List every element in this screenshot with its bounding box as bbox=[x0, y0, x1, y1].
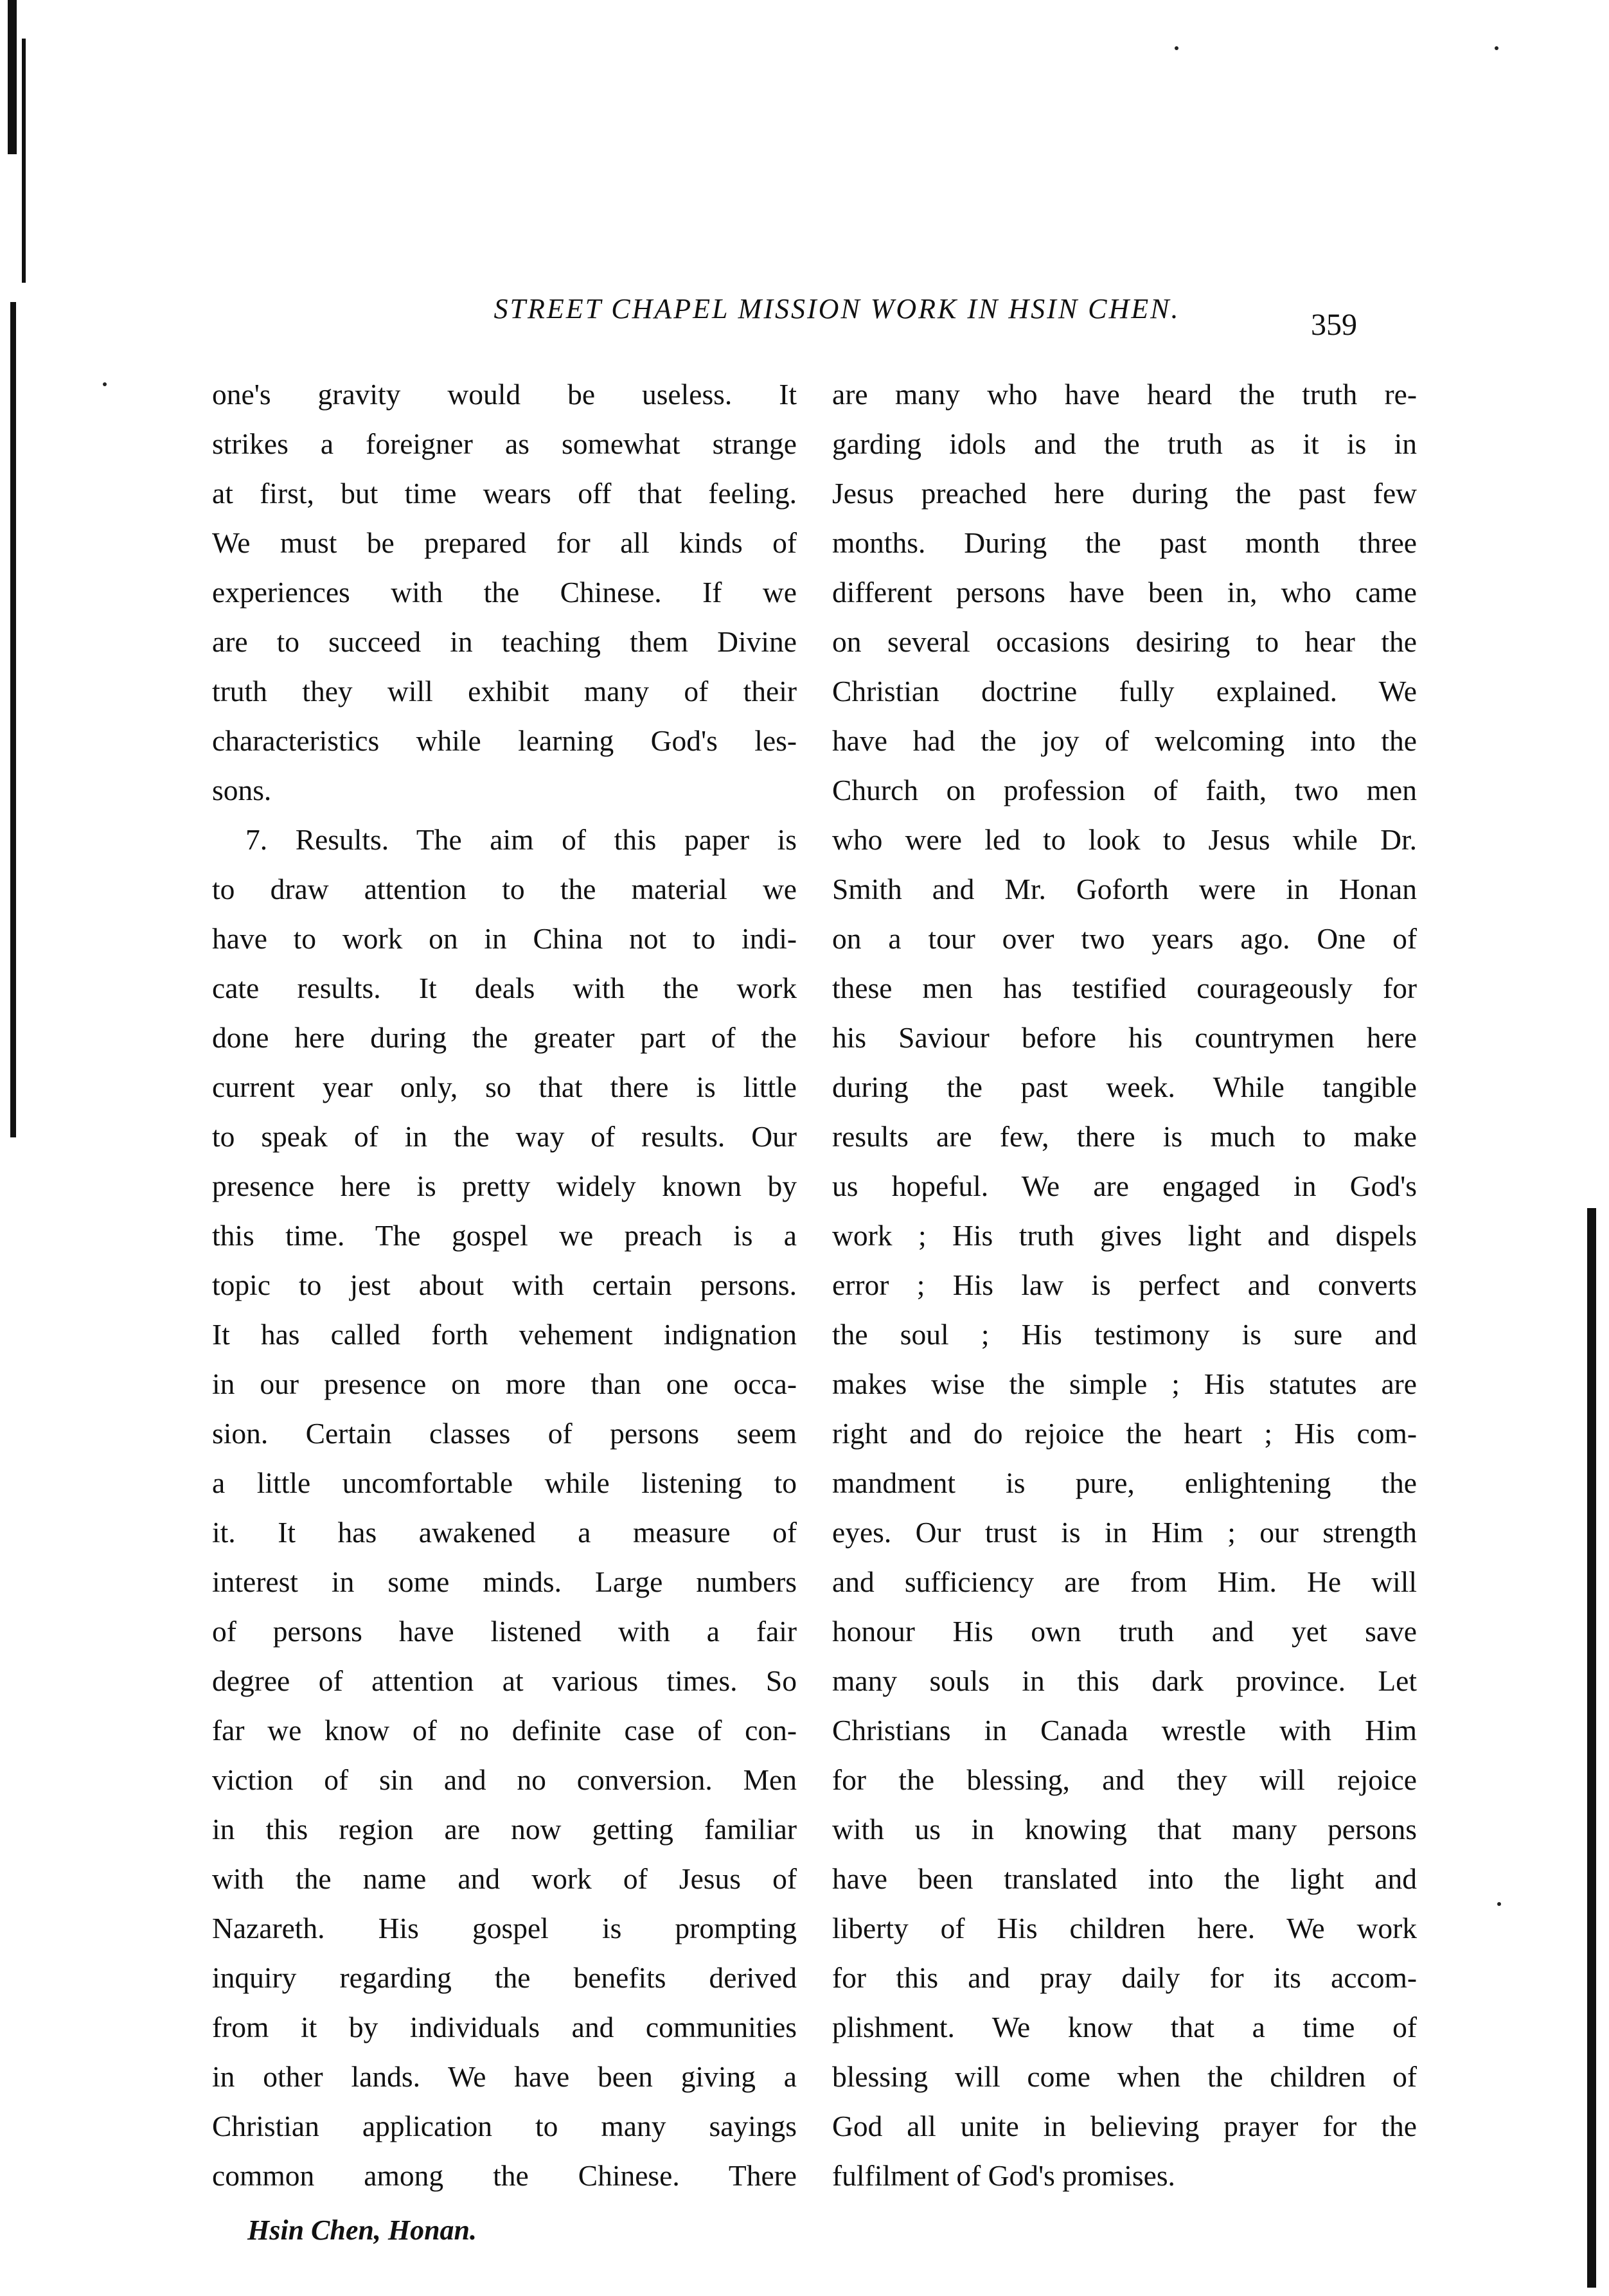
text-line: degree of attention at various times. So bbox=[212, 1664, 797, 1697]
text-line: Christian doctrine fully explained. We bbox=[832, 675, 1417, 707]
text-line: It has called forth vehement indignation bbox=[212, 1318, 797, 1351]
text-line: error ; His law is perfect and converts bbox=[832, 1268, 1417, 1301]
text-line: interest in some minds. Large numbers bbox=[212, 1565, 797, 1598]
text-line: common among the Chinese. There bbox=[212, 2159, 797, 2192]
text-line: one's gravity would be useless. It bbox=[212, 378, 797, 411]
text-line: done here during the greater part of the bbox=[212, 1021, 797, 1054]
text-line: Christian application to many sayings bbox=[212, 2110, 797, 2142]
left-column bbox=[212, 369, 797, 2200]
text-line: far we know of no definite case of con- bbox=[212, 1714, 797, 1747]
scan-speck-left bbox=[103, 382, 107, 386]
text-line: have had the joy of welcoming into the bbox=[832, 724, 1417, 757]
text-line: in other lands. We have been giving a bbox=[212, 2060, 797, 2093]
text-line: with us in knowing that many persons bbox=[832, 1813, 1417, 1846]
text-line: makes wise the simple ; His statutes are bbox=[832, 1367, 1417, 1400]
text-line: truth they will exhibit many of their bbox=[212, 675, 797, 707]
scan-edge-mark-left-long bbox=[10, 302, 16, 1137]
scan-edge-mark-left-mid bbox=[22, 39, 26, 283]
text-line: sion. Certain classes of persons seem bbox=[212, 1417, 797, 1450]
text-line: current year only, so that there is little bbox=[212, 1071, 797, 1103]
text-line: topic to jest about with certain persons. bbox=[212, 1268, 797, 1301]
text-line: at first, but time wears off that feeling. bbox=[212, 477, 797, 510]
text-line: for the blessing, and they will rejoice bbox=[832, 1763, 1417, 1796]
text-line: his Saviour before his countrymen here bbox=[832, 1021, 1417, 1054]
text-line: mandment is pure, enlightening the bbox=[832, 1466, 1417, 1499]
scan-speck-top-right bbox=[1495, 46, 1498, 50]
running-head: STREET CHAPEL MISSION WORK IN HSIN CHEN. bbox=[493, 293, 1180, 325]
text-line: inquiry regarding the benefits derived bbox=[212, 1961, 797, 1994]
text-line: these men has testified courageously for bbox=[832, 972, 1417, 1004]
scan-edge-mark-left-top bbox=[8, 0, 17, 154]
text-line: viction of sin and no conversion. Men bbox=[212, 1763, 797, 1796]
text-line: presence here is pretty widely known by bbox=[212, 1170, 797, 1202]
text-line: the soul ; His testimony is sure and bbox=[832, 1318, 1417, 1351]
scan-speck-top bbox=[1175, 46, 1178, 50]
text-line: Church on profession of faith, two men bbox=[832, 774, 1417, 806]
page-number: 359 bbox=[1311, 308, 1357, 342]
text-line: to speak of in the way of results. Our bbox=[212, 1120, 797, 1153]
text-line: garding idols and the truth as it is in bbox=[832, 427, 1417, 460]
text-line: strikes a foreigner as somewhat strange bbox=[212, 427, 797, 460]
text-line: are to succeed in teaching them Divine bbox=[212, 625, 797, 658]
text-line: honour His own truth and yet save bbox=[832, 1615, 1417, 1648]
text-line: for this and pray daily for its accom- bbox=[832, 1961, 1417, 1994]
text-line: Smith and Mr. Goforth were in Honan bbox=[832, 873, 1417, 905]
right-column bbox=[832, 369, 1417, 2200]
text-line: sons. bbox=[212, 774, 272, 806]
text-line: Christians in Canada wrestle with Him bbox=[832, 1714, 1417, 1747]
text-line: plishment. We know that a time of bbox=[832, 2011, 1417, 2043]
text-line: work ; His truth gives light and dispels bbox=[832, 1219, 1417, 1252]
text-line: who were led to look to Jesus while Dr. bbox=[832, 823, 1417, 856]
text-line: it. It has awakened a measure of bbox=[212, 1516, 797, 1549]
text-line: We must be prepared for all kinds of bbox=[212, 526, 797, 559]
text-line: have to work on in China not to indi- bbox=[212, 922, 797, 955]
text-line: liberty of His children here. We work bbox=[832, 1912, 1417, 1944]
text-line: during the past week. While tangible bbox=[832, 1071, 1417, 1103]
text-line: Jesus preached here during the past few bbox=[832, 477, 1417, 510]
text-line: months. During the past month three bbox=[832, 526, 1417, 559]
text-line: 7. Results. The aim of this paper is bbox=[245, 823, 797, 856]
text-line: Nazareth. His gospel is prompting bbox=[212, 1912, 797, 1944]
text-line: experiences with the Chinese. If we bbox=[212, 576, 797, 609]
text-line: in our presence on more than one occa- bbox=[212, 1367, 797, 1400]
text-line: right and do rejoice the heart ; His com- bbox=[832, 1417, 1417, 1450]
text-line: this time. The gospel we preach is a bbox=[212, 1219, 797, 1252]
text-line: eyes. Our trust is in Him ; our strength bbox=[832, 1516, 1417, 1549]
text-line: many souls in this dark province. Let bbox=[832, 1664, 1417, 1697]
text-line: in this region are now getting familiar bbox=[212, 1813, 797, 1846]
text-line: fulfilment of God's promises. bbox=[832, 2159, 1175, 2192]
text-line: on a tour over two years ago. One of bbox=[832, 922, 1417, 955]
text-line: us hopeful. We are engaged in God's bbox=[832, 1170, 1417, 1202]
text-line: from it by individuals and communities bbox=[212, 2011, 797, 2043]
text-line: and sufficiency are from Him. He will bbox=[832, 1565, 1417, 1598]
text-line: on several occasions desiring to hear the bbox=[832, 625, 1417, 658]
text-line: God all unite in believing prayer for the bbox=[832, 2110, 1417, 2142]
text-line: characteristics while learning God's les- bbox=[212, 724, 797, 757]
text-line: a little uncomfortable while listening to bbox=[212, 1466, 797, 1499]
text-line: to draw attention to the material we bbox=[212, 873, 797, 905]
text-line: have been translated into the light and bbox=[832, 1862, 1417, 1895]
signature: Hsin Chen, Honan. bbox=[247, 2214, 477, 2246]
scan-edge-mark-right bbox=[1587, 1208, 1596, 2288]
text-line: results are few, there is much to make bbox=[832, 1120, 1417, 1153]
scan-speck-right bbox=[1497, 1902, 1501, 1906]
text-line: cate results. It deals with the work bbox=[212, 972, 797, 1004]
text-line: different persons have been in, who came bbox=[832, 576, 1417, 609]
text-line: with the name and work of Jesus of bbox=[212, 1862, 797, 1895]
text-line: are many who have heard the truth re- bbox=[832, 378, 1417, 411]
text-line: of persons have listened with a fair bbox=[212, 1615, 797, 1648]
text-line: blessing will come when the children of bbox=[832, 2060, 1417, 2093]
